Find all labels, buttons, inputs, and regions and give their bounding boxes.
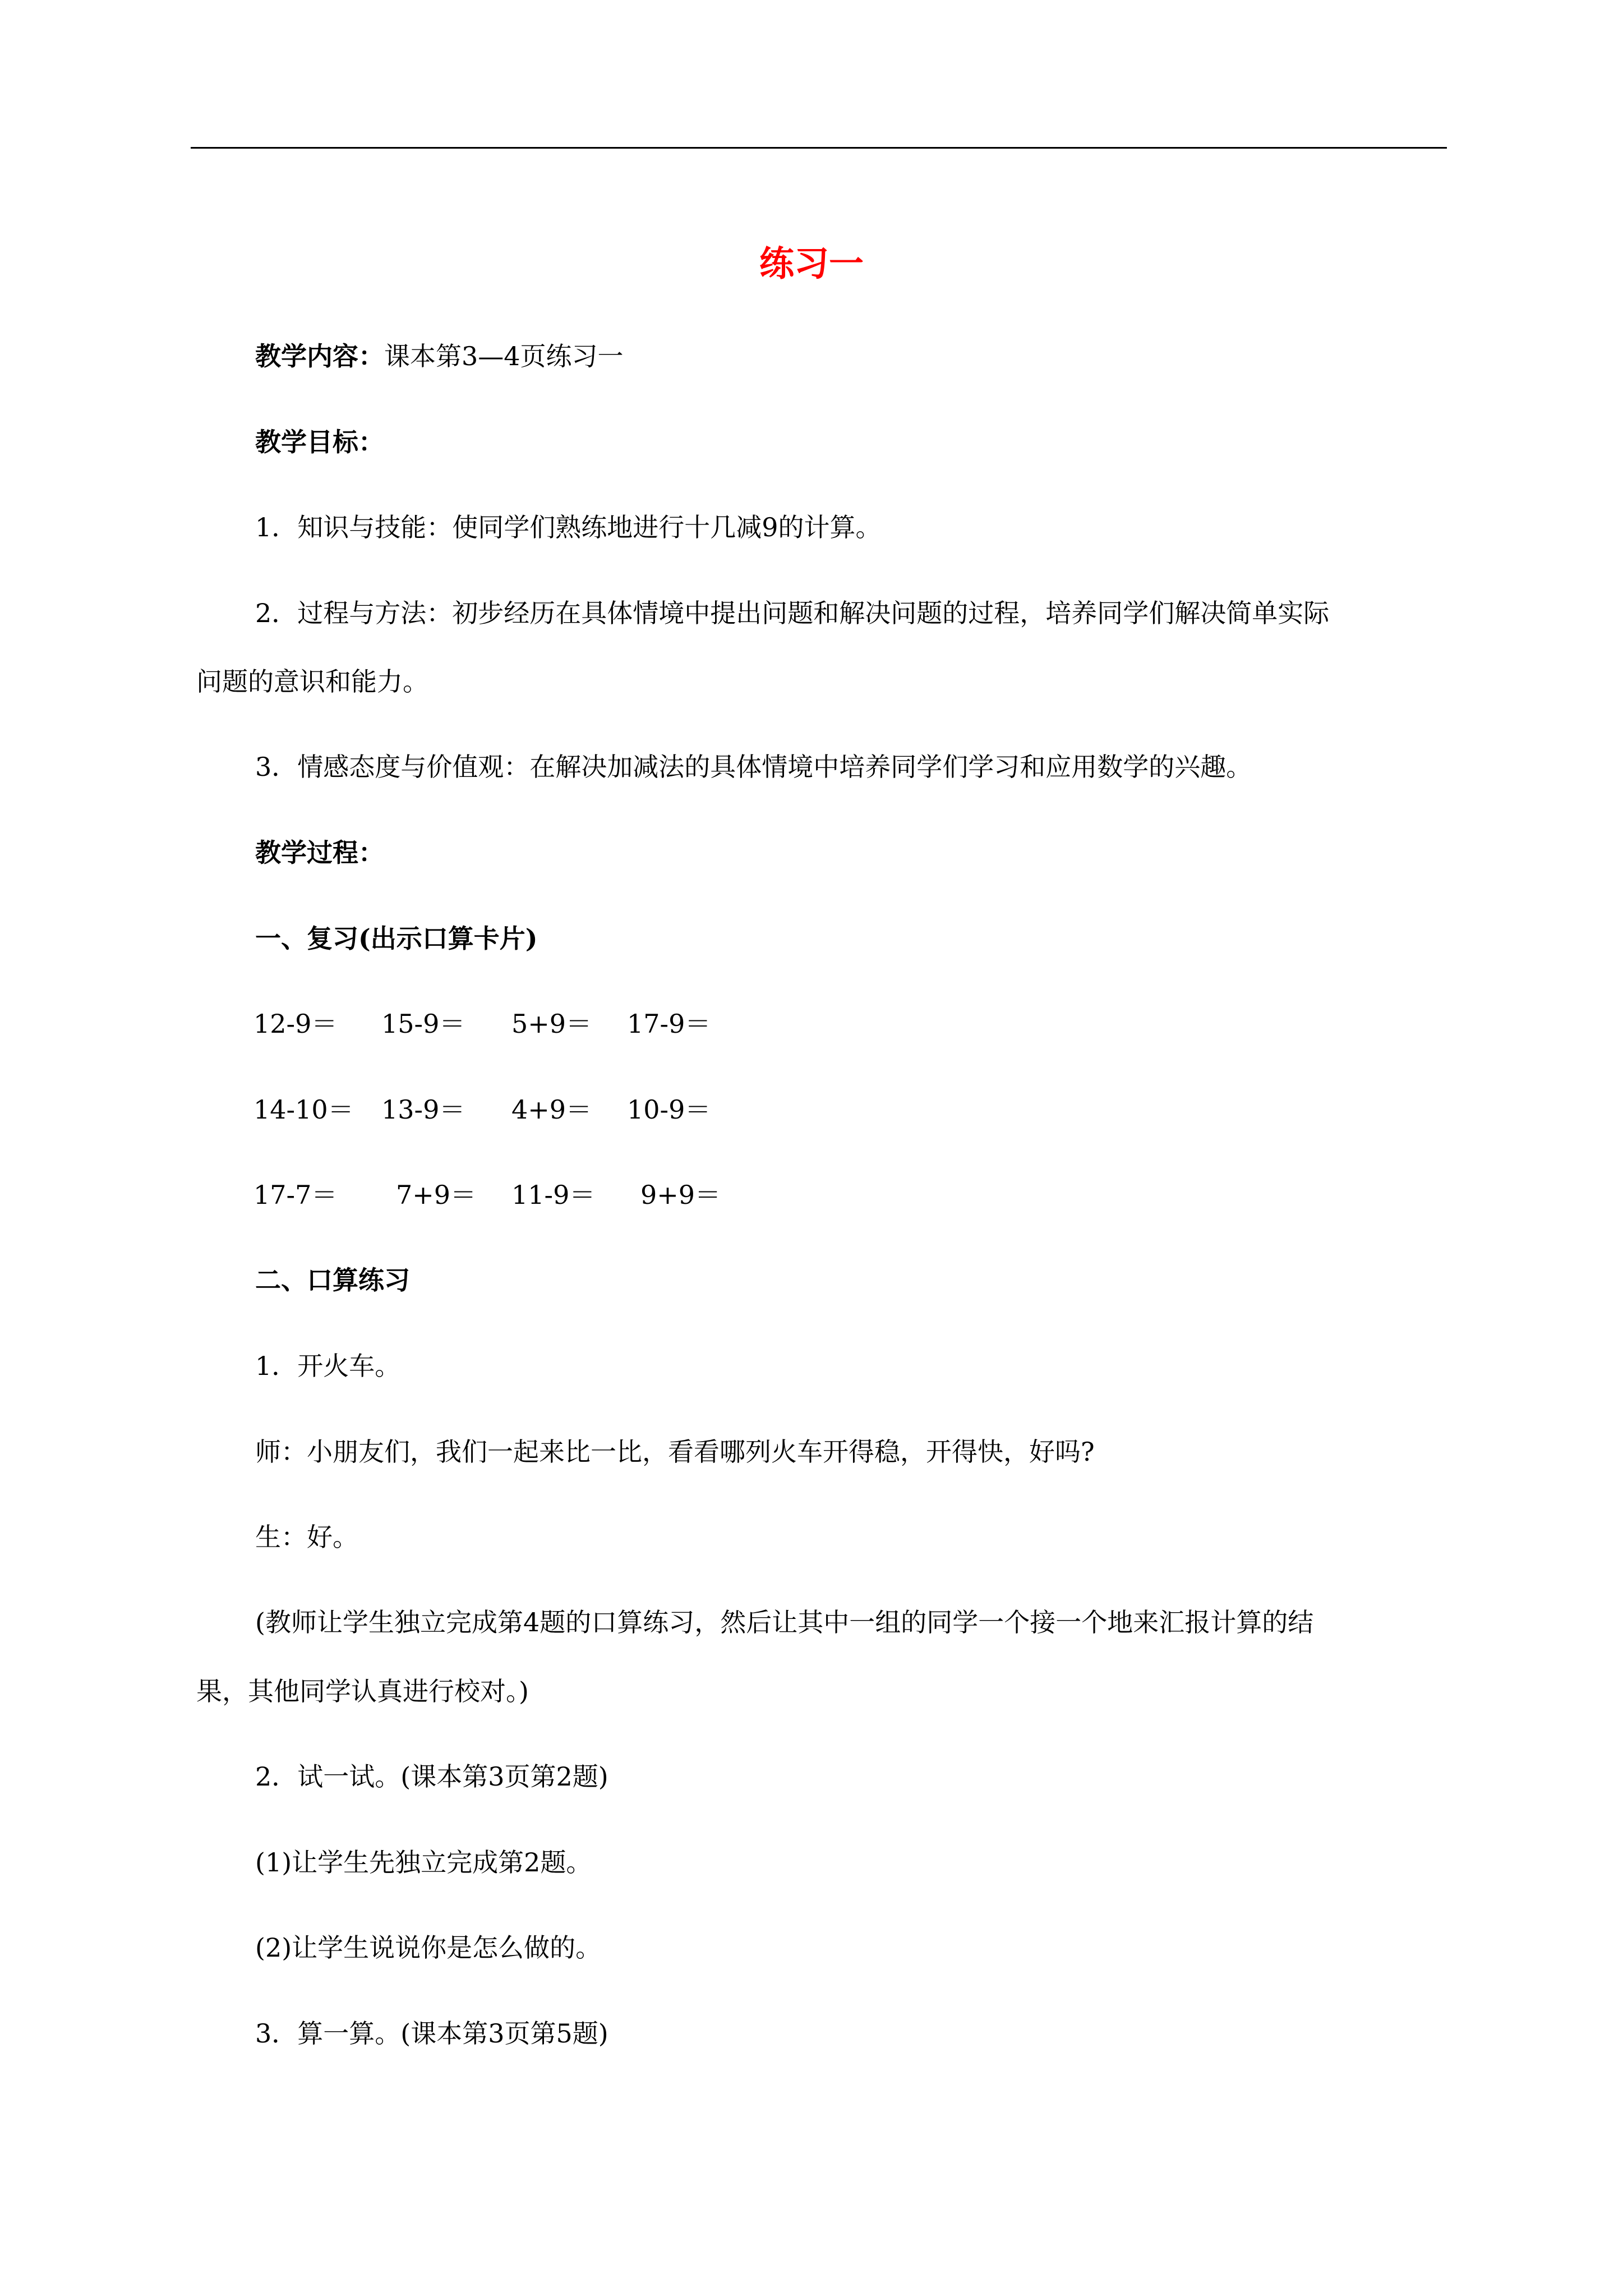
card-row2-item2: 13-9＝	[381, 1094, 465, 1125]
section1-heading: 一、复习(出示口算卡片)	[255, 923, 538, 954]
card-row3-item1: 17-7＝	[253, 1180, 338, 1210]
card-row1-item3: 5+9＝	[511, 1009, 592, 1039]
item-try-1: (1)让学生先独立完成第2题。	[255, 1847, 592, 1878]
process-heading: 教学过程：	[255, 838, 384, 868]
goal-item-2: 2．过程与方法：初步经历在具体情境中提出问题和解决问题的过程，培养同学们解决简单实际	[255, 598, 1330, 628]
card-row3-item4: 9+9＝	[640, 1180, 721, 1210]
item-teacher: 师：小朋友们，我们一起来比一比，看看哪列火车开得稳，开得快，好吗?	[255, 1437, 1095, 1467]
content-text: 课本第3—4页练习一	[384, 341, 624, 371]
item-note: (教师让学生独立完成第4题的口算练习，然后让其中一组的同学一个接一个地来汇报计算的结	[255, 1607, 1314, 1637]
goals-heading: 教学目标：	[255, 427, 384, 457]
content-label: 教学内容：	[255, 341, 384, 371]
item-train: 1．开火车。	[255, 1351, 401, 1381]
item-try: 2．试一试。(课本第3页第2题)	[255, 1761, 608, 1792]
header-rule	[191, 147, 1447, 149]
item-calc: 3．算一算。(课本第3页第5题)	[255, 2018, 608, 2049]
card-row3-item3: 11-9＝	[511, 1180, 596, 1210]
card-row1-item1: 12-9＝	[253, 1009, 338, 1039]
goal-item-2-continued: 问题的意识和能力。	[196, 666, 428, 697]
content-line	[255, 339, 624, 373]
card-row2-item1: 14-10＝	[253, 1094, 354, 1125]
item-note-continued: 果，其他同学认真进行校对。)	[196, 1676, 529, 1706]
goal-item-1: 1．知识与技能：使同学们熟练地进行十几减9的计算。	[255, 512, 882, 542]
goal-item-3: 3．情感态度与价值观：在解决加减法的具体情境中培养同学们学习和应用数学的兴趣。	[255, 752, 1252, 782]
card-row2-item3: 4+9＝	[511, 1094, 592, 1125]
page-title: 练习一	[759, 243, 864, 284]
section2-heading: 二、口算练习	[255, 1265, 410, 1295]
card-row1-item4: 17-9＝	[627, 1009, 711, 1039]
item-try-2: (2)让学生说说你是怎么做的。	[255, 1932, 602, 1963]
item-student: 生：好。	[255, 1522, 358, 1552]
card-row1-item2: 15-9＝	[381, 1009, 465, 1039]
card-row2-item4: 10-9＝	[627, 1094, 711, 1125]
card-row3-item2: 7+9＝	[396, 1180, 477, 1210]
